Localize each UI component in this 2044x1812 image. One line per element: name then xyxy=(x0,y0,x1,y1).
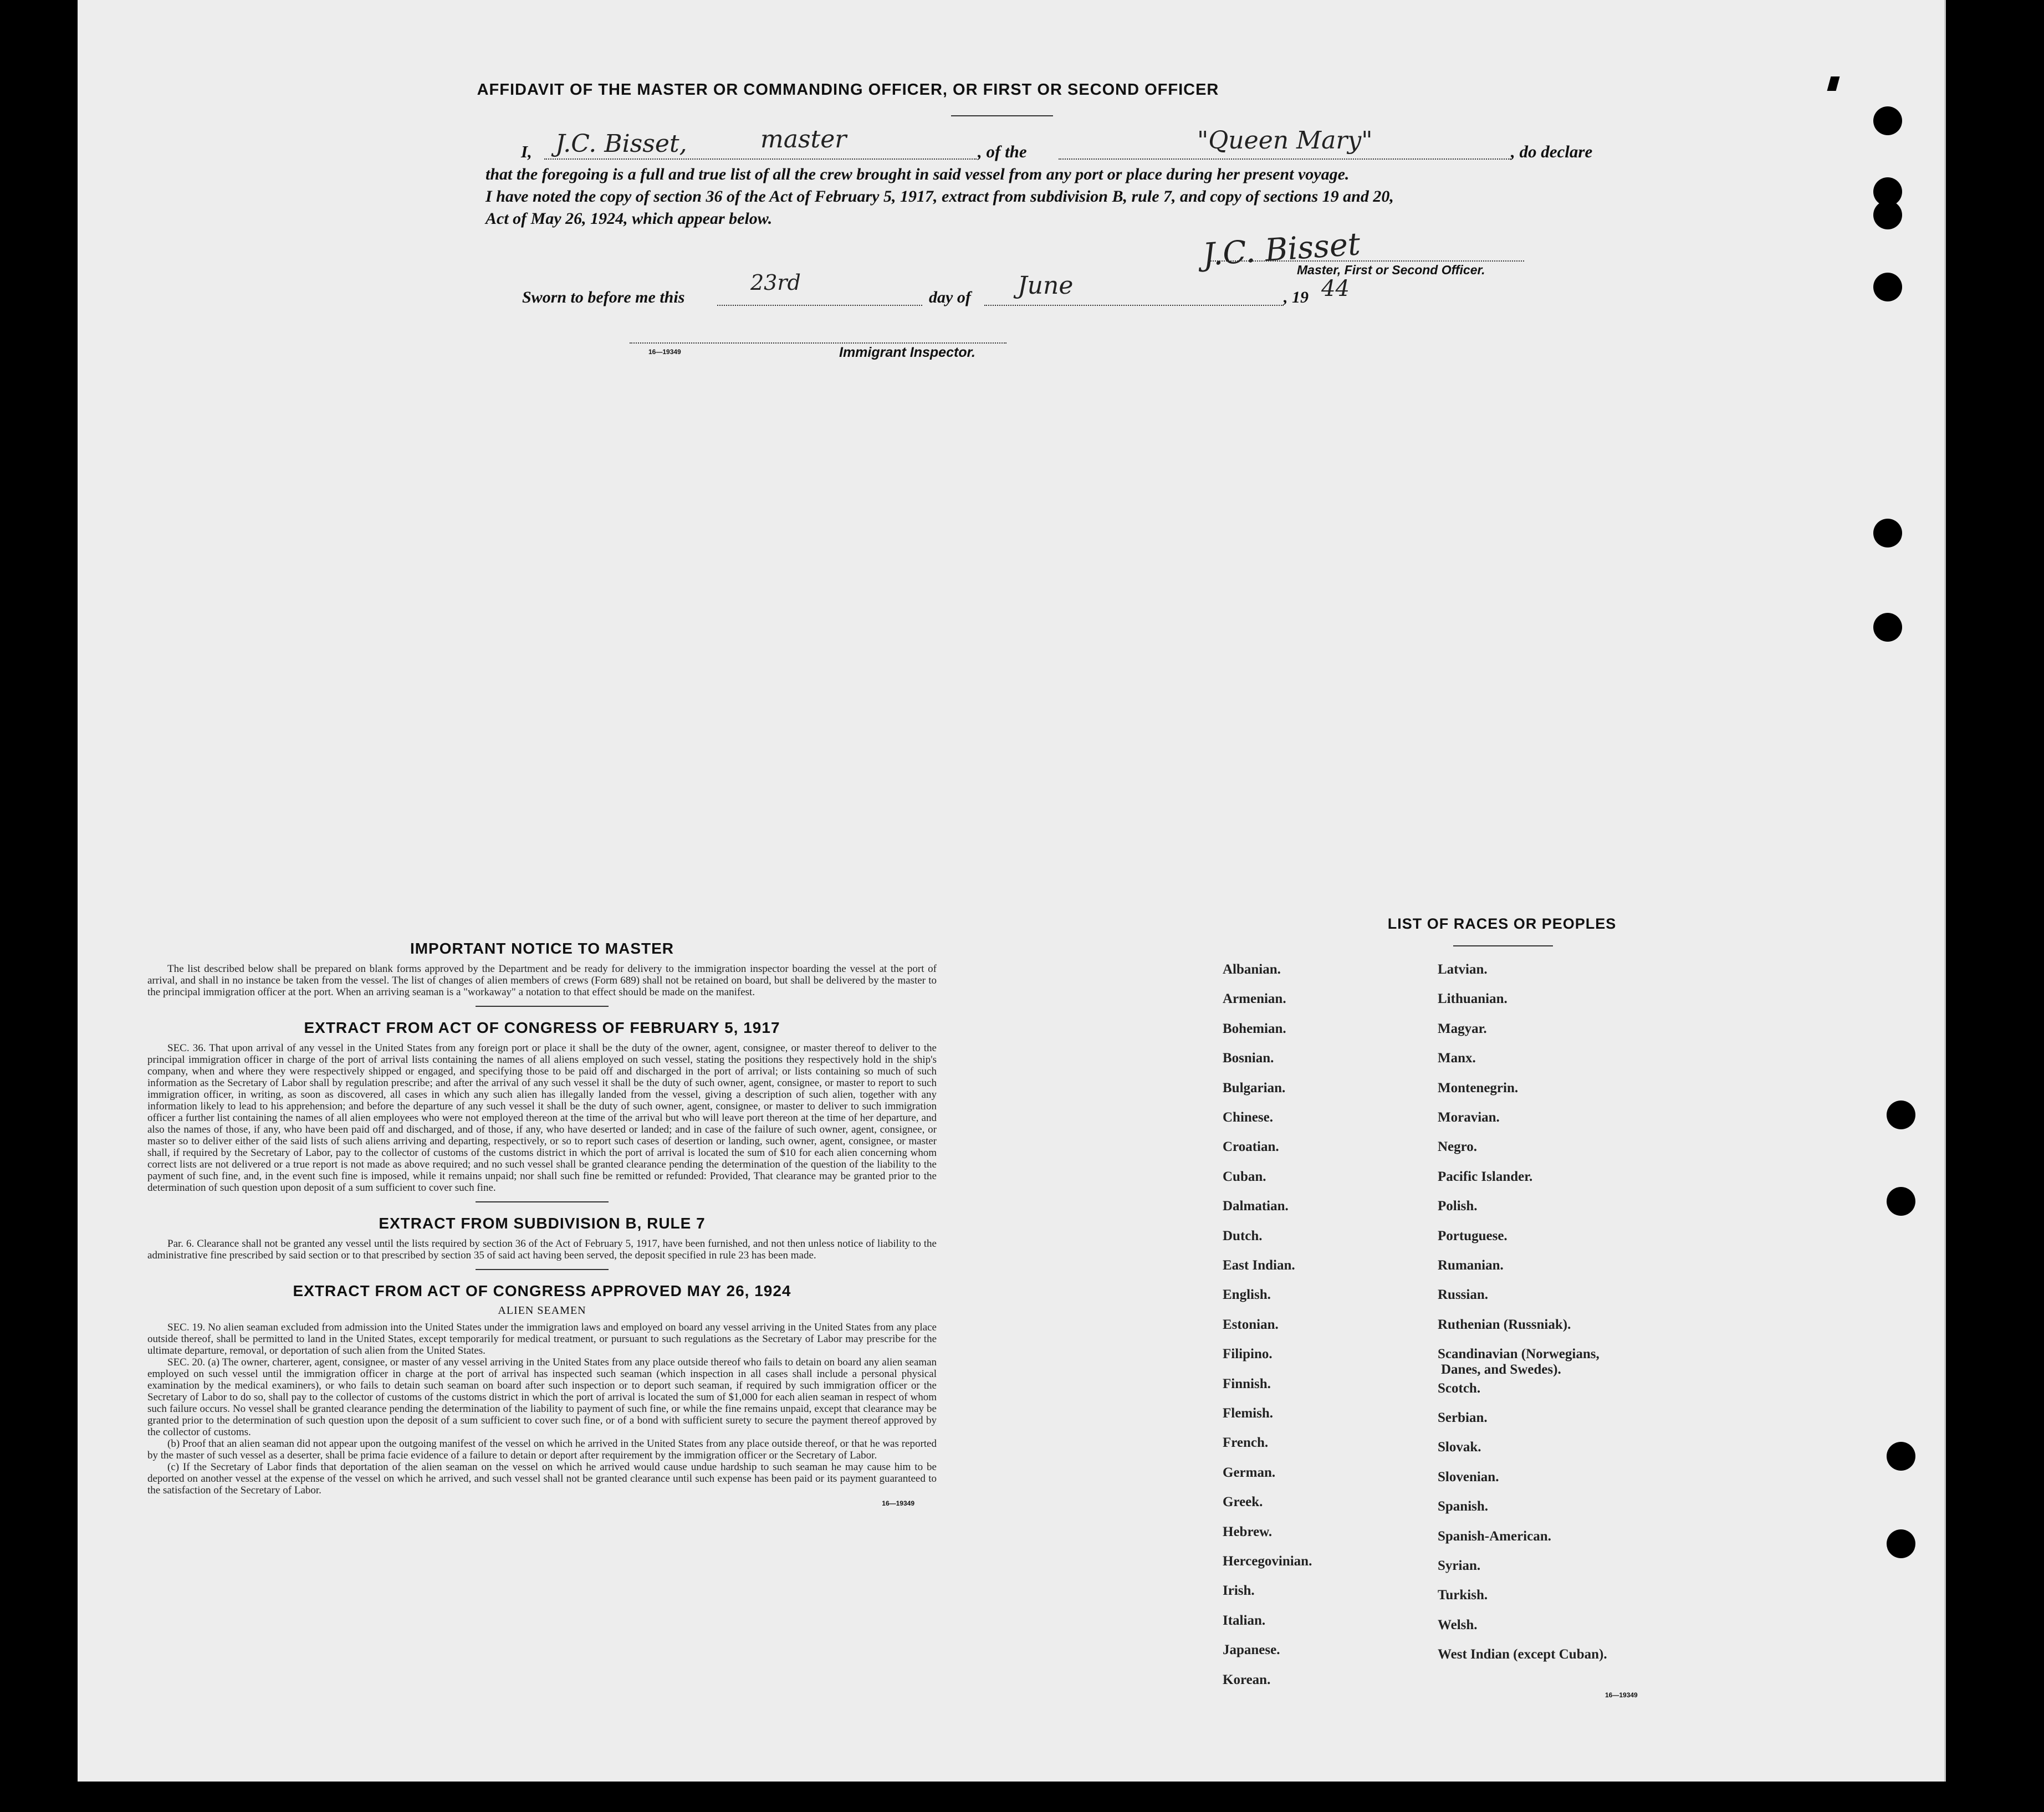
affidavit-line-3: I have noted the copy of section 36 of the Act of February 5, 1917, extract from subdivision B, rule 7, and copy of sections 19 and 20, xyxy=(486,187,1394,206)
notice-text: The list described below shall be prepared on blank forms approved by the Department and be ready for delivery to the immigration inspector boarding the vessel at the port of arrival, and shall in no instance be taken from the vessel. The list of changes of alien members of crews (Form 689) shall not be retained on board, but shall be delivered by the master to the principal immigration officer at the port. When an arriving seaman is a "workaway" a notation to that effect should be made on the manifest. xyxy=(147,963,937,998)
divider xyxy=(1453,945,1553,946)
punch-hole-icon xyxy=(1887,1100,1915,1129)
races-title: LIST OF RACES OR PEOPLES xyxy=(1387,915,1617,932)
extract-1917-text: SEC. 36. That upon arrival of any vessel in the United States from any foreign port or place it shall be the duty of the owner, agent, consignee, or master thereof to deliver to the principal immigration officer in charge of the port of arrival lists containing the names of all aliens employed on such vessel, stating the positions they respectively hold in the ship's company, when and where they were respectively shipped or engaged, and specifying those to be paid off and discharged in the port of arrival; or lists containing so much of such information as the Secretary of Labor shall by regulation prescribe; and after the arrival of any such vessel it shall be the duty of such owner, agent, consignee, or master to report to such immigration officer, in writing, as soon as discovered, all cases in which any such alien has illegally landed from the vessel, giving a description of such alien, together with any information likely to lead to his apprehension; and before the departure of any such vessel it shall be the duty of such owner, agent, consignee, or master to deliver to such immigration officer a further list containing the names of all alien employees who were not employed thereon at the time of the arrival but who will leave port thereon at the time of her departure, and also the names of those, if any, who have been paid off and discharged, and of those, if any, who have deserted or landed; and in case of the failure of such owner, agent, consignee, or master so to deliver either of the said lists of such aliens arriving and departing, respectively, or so to report such cases of desertion or landing, such owner, agent, consignee, or master shall, if required by the Secretary of Labor, pay to the collector of customs of the customs district in which the port of arrival is located the sum of $10 for each alien concerning whom correct lists are not delivered or a true report is not made as above required; and no such vessel shall be granted clearance pending the determination of the question of the liability to the payment of such fine, and, in the event such fine is imposed, while it remains unpaid; nor shall such fine be remitted or refunded: Provided, That clearance may be granted prior to the determination of such question upon deposit of a sum sufficient to cover such fine. xyxy=(147,1042,937,1194)
divider xyxy=(476,1201,609,1202)
race-item: Estonian. xyxy=(1223,1317,1279,1332)
race-item: Cuban. xyxy=(1223,1169,1266,1184)
sworn-label: Sworn to before me this xyxy=(522,288,685,306)
sec-20a-text: SEC. 20. (a) The owner, charterer, agent, consignee, or master of any vessel arriving in the United States from any place outside thereof who fails to detain on board any alien seaman employed on such vessel until the immigration officer in charge at the port of arrival has inspected such seaman (which inspection in all cases shall include a personal physical examination by the medical examiners), or who fails to detain such seaman on board after such inspection or to deport such seaman, if required by such immigration officer or the Secretary of Labor to do so, shall pay to the collector of customs of the customs district in which the port of arrival is located the sum of $1,000 for each alien seaman in respect of whom such failure occurs. No vessel shall be granted clearance pending the determination of the liability to payment of such fine, or while the fine remains unpaid, except that clearance may be granted prior to the determination of such question upon the deposit of a sum sufficient to cover such fine, or of a bond with sufficient surety to secure the payment thereof approved by the collector of customs. xyxy=(147,1357,937,1438)
document-page xyxy=(78,0,1946,1782)
race-item: Slovenian. xyxy=(1438,1469,1499,1485)
race-item: Scandinavian (Norwegians, xyxy=(1438,1347,1600,1362)
race-item: Negro. xyxy=(1438,1139,1478,1155)
race-item: Spanish-American. xyxy=(1438,1528,1551,1544)
master-signature: J.C. Bisset xyxy=(1202,226,1362,273)
race-item: Greek. xyxy=(1223,1494,1263,1510)
race-item: Bulgarian. xyxy=(1223,1080,1286,1096)
sec-20b-text: (b) Proof that an alien seaman did not appear upon the outgoing manifest of the vessel on which he arrived in the United States from any place outside thereof, or that he was reported by the master of such vessel as a deserter, shall be prima facie evidence of a failure to detain or deport after requirement by the immigration officer or the Secretary of Labor. xyxy=(147,1438,937,1461)
year-prefix: , 19 xyxy=(1284,288,1309,306)
ink-mark-icon xyxy=(1827,76,1840,91)
affidavit-form-number: 16—19349 xyxy=(648,348,681,356)
race-item: Ruthenian (Russniak). xyxy=(1438,1317,1571,1332)
race-item: Slovak. xyxy=(1438,1440,1481,1455)
inspector-caption: Immigrant Inspector. xyxy=(839,345,975,360)
race-item: Danes, and Swedes). xyxy=(1441,1362,1561,1378)
affidavit-do-declare: , do declare xyxy=(1511,142,1593,161)
race-item: Dalmatian. xyxy=(1223,1199,1289,1214)
race-item: Polish. xyxy=(1438,1199,1478,1214)
race-item: Welsh. xyxy=(1438,1617,1478,1632)
extracts-form-number: 16—19349 xyxy=(882,1499,914,1507)
race-item: Armenian. xyxy=(1223,991,1286,1007)
race-item: East Indian. xyxy=(1223,1258,1295,1273)
extract-1917-title: EXTRACT FROM ACT OF CONGRESS OF FEBRUARY 5, 1917 xyxy=(304,1019,780,1036)
punch-hole-icon xyxy=(1887,1442,1915,1471)
sec-20c-text: (c) If the Secretary of Labor finds that deportation of the alien seaman on the vessel on which he arrived would cause undue hardship to such seaman he may cause him to be deported on another vessel at the expense of the vessel on which he arrived, and such vessel shall not be granted clearance until such expense has been paid or its payment guaranteed to the satisfaction of the Secretary of Labor. xyxy=(147,1461,937,1496)
race-item: Filipino. xyxy=(1223,1347,1273,1362)
race-item: Manx. xyxy=(1438,1051,1476,1066)
punch-hole-icon xyxy=(1887,1187,1915,1216)
race-item: Pacific Islander. xyxy=(1438,1169,1533,1184)
affidavit-position-value: master xyxy=(760,125,847,153)
affidavit-vessel-field xyxy=(1059,126,1511,160)
affidavit-of-the: , of the xyxy=(978,142,1027,161)
legal-extracts-column xyxy=(147,940,937,1507)
race-item: Bosnian. xyxy=(1223,1051,1274,1066)
race-item: Finnish. xyxy=(1223,1376,1271,1391)
divider xyxy=(476,1269,609,1270)
signature-line xyxy=(1208,260,1524,262)
race-item: Albanian. xyxy=(1223,962,1281,977)
day-of-label: day of xyxy=(929,288,971,306)
extract-1924-title: EXTRACT FROM ACT OF CONGRESS APPROVED MAY 26, 1924 xyxy=(293,1282,791,1299)
race-item: Korean. xyxy=(1223,1672,1271,1687)
punch-hole-icon xyxy=(1873,613,1902,642)
inspector-line xyxy=(630,342,1006,344)
punch-hole-icon xyxy=(1887,1529,1915,1558)
race-item: Russian. xyxy=(1438,1287,1489,1303)
affidavit-line-4: Act of May 26, 1924, which appear below. xyxy=(486,209,773,228)
year-suffix: 44 xyxy=(1321,276,1350,301)
sworn-day-value: 23rd xyxy=(750,270,801,295)
race-item: Syrian. xyxy=(1438,1558,1481,1573)
divider xyxy=(476,1006,609,1007)
race-item: Magyar. xyxy=(1438,1021,1487,1036)
race-item: German. xyxy=(1223,1465,1276,1480)
sworn-month-value: June xyxy=(1018,272,1074,300)
race-item: West Indian (except Cuban). xyxy=(1438,1647,1607,1662)
affidavit-vessel-value: "Queen Mary" xyxy=(1197,126,1373,155)
notice-title: IMPORTANT NOTICE TO MASTER xyxy=(410,940,674,957)
race-item: Japanese. xyxy=(1223,1642,1280,1658)
affidavit-i-label: I, xyxy=(521,142,532,161)
race-item: Lithuanian. xyxy=(1438,991,1508,1007)
rule-b7-title: EXTRACT FROM SUBDIVISION B, RULE 7 xyxy=(379,1215,706,1232)
race-item: Bohemian. xyxy=(1223,1021,1286,1036)
rule-b7-text: Par. 6. Clearance shall not be granted any vessel until the lists required by section 36 of the Act of February 5, 1917, have been furnished, and not then unless notice of liability to the administrative fine prescribed by said section or to that prescribed by section 35 of said act having been served, the deposit specified in rule 23 has been made. xyxy=(147,1238,937,1261)
punch-hole-icon xyxy=(1873,106,1902,135)
race-item: Portuguese. xyxy=(1438,1228,1508,1243)
affidavit-line-2: that the foregoing is a full and true list of all the crew brought in said vessel from any port or place during her present voyage. xyxy=(486,165,1350,183)
race-item: Serbian. xyxy=(1438,1410,1488,1425)
punch-hole-icon xyxy=(1873,519,1902,547)
race-item: Flemish. xyxy=(1223,1406,1273,1421)
punch-hole-icon xyxy=(1873,273,1902,301)
race-item: Rumanian. xyxy=(1438,1258,1504,1273)
race-item: Dutch. xyxy=(1223,1228,1263,1243)
race-item: Hercegovinian. xyxy=(1223,1554,1312,1569)
race-item: English. xyxy=(1223,1287,1271,1303)
affidavit-title: AFFIDAVIT OF THE MASTER OR COMMANDING OFFICER, OR FIRST OR SECOND OFFICER xyxy=(477,81,1219,99)
affidavit-name-value: J.C. Bisset, xyxy=(555,130,687,158)
sec-19-text: SEC. 19. No alien seaman excluded from admission into the United States under the immigration laws and employed on board any vessel arriving in the United States from any place outside thereof, shall be permitted to land in the United States, except temporarily for medical treatment, or pursuant to such regulations as the Secretary of Labor may prescribe for the ultimate departure, removal, or deportation of such alien from the United States. xyxy=(147,1322,937,1357)
affidavit-name-field xyxy=(544,125,977,160)
races-form-number: 16—19349 xyxy=(1605,1691,1638,1699)
race-item: Spanish. xyxy=(1438,1499,1489,1514)
race-item: Croatian. xyxy=(1223,1139,1279,1155)
sworn-day-field xyxy=(717,270,922,306)
signature-caption: Master, First or Second Officer. xyxy=(1297,263,1485,277)
race-item: Chinese. xyxy=(1223,1110,1273,1125)
punch-hole-icon xyxy=(1873,201,1902,229)
race-item: Hebrew. xyxy=(1223,1524,1273,1539)
divider xyxy=(951,115,1053,116)
sworn-month-field xyxy=(984,272,1284,306)
race-item: Latvian. xyxy=(1438,962,1488,977)
race-item: Moravian. xyxy=(1438,1110,1500,1125)
race-item: Scotch. xyxy=(1438,1380,1481,1396)
race-item: Turkish. xyxy=(1438,1588,1488,1603)
race-item: Montenegrin. xyxy=(1438,1080,1519,1096)
race-item: French. xyxy=(1223,1435,1269,1451)
race-item: Irish. xyxy=(1223,1583,1255,1599)
race-item: Italian. xyxy=(1223,1613,1266,1628)
alien-seamen-subtitle: ALIEN SEAMEN xyxy=(498,1304,586,1317)
